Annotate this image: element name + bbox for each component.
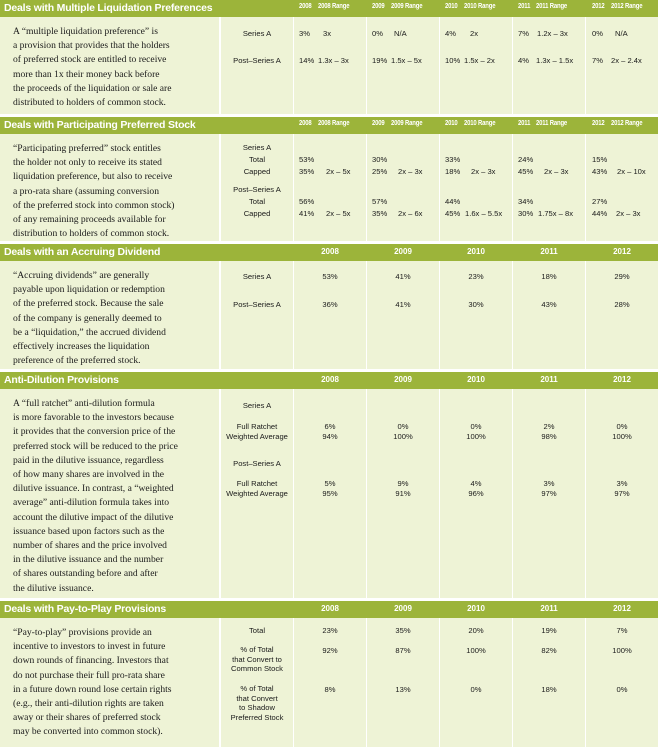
divider — [366, 134, 367, 244]
column-header: 2011 — [518, 3, 531, 10]
row-label: Post–Series A — [233, 185, 281, 194]
column-header: 2009 Range — [391, 3, 423, 10]
divider — [512, 17, 513, 117]
column-header: 2010 — [467, 375, 485, 384]
column-header: 2008 — [299, 3, 312, 10]
table-cell: 45% — [518, 167, 534, 176]
table-cell: 0% 100% — [612, 422, 632, 441]
section-title: Deals with an Accruing Dividend — [4, 246, 161, 258]
section-accruing-dividend — [0, 244, 658, 372]
table-cell: 4% 96% — [468, 479, 484, 498]
row-label: Post–Series A — [233, 300, 281, 309]
column-header: 2011 — [518, 120, 531, 127]
column-header: 2008 — [321, 247, 339, 256]
table-cell: 53% — [299, 155, 315, 164]
row-label: Post–Series A — [233, 56, 281, 65]
table-cell: 33% — [445, 155, 461, 164]
column-header: 2011 — [540, 375, 558, 384]
row-label: Total — [248, 626, 266, 635]
row-label: Series A — [242, 272, 272, 281]
table-cell: 41% — [395, 300, 411, 309]
table-cell: 2% 98% — [541, 422, 557, 441]
table-cell: 56% — [299, 197, 315, 206]
section-header — [0, 601, 658, 618]
table-cell: 2x – 3x — [544, 167, 569, 176]
table-cell: 8% — [324, 685, 336, 694]
divider — [219, 389, 221, 598]
table-cell: 1.2x – 3x — [537, 29, 568, 38]
column-header: 2012 — [613, 604, 631, 613]
table-cell: 41% — [299, 209, 315, 218]
column-header: 2010 — [467, 247, 485, 256]
divider — [585, 618, 586, 747]
table-cell: 18% — [541, 685, 557, 694]
section-description: A “multiple liquidation preference” is a provision that provides that the holders of preferred stock are entitled to receive more than 1x their money back before the proceeds of the liquidation or sale are distributed to holders of common stock. — [13, 26, 172, 109]
table-cell: 30% — [372, 155, 388, 164]
row-label: Capped — [243, 167, 271, 176]
table-cell: 15% — [592, 155, 608, 164]
row-label: % of Total that Convert to Shadow Preferred Stock — [230, 684, 284, 722]
table-cell: 57% — [372, 197, 388, 206]
column-header: 2008 — [321, 375, 339, 384]
section-body — [0, 618, 658, 747]
divider — [366, 17, 367, 117]
table-cell: 1.6x – 5.5x — [465, 209, 503, 218]
divider — [512, 134, 513, 244]
section-header — [0, 117, 658, 134]
column-header: 2011 Range — [536, 120, 568, 127]
table-cell: 1.5x – 5x — [391, 56, 422, 65]
table-cell: 100% — [612, 646, 632, 655]
column-header: 2012 — [613, 247, 631, 256]
table-cell: 27% — [592, 197, 608, 206]
column-header: 2010 — [445, 3, 458, 10]
table-cell: 19% — [541, 626, 557, 635]
row-label: % of Total that Convert to Common Stock — [231, 645, 283, 674]
table-cell: 23% — [322, 626, 338, 635]
table-cell: 6% 94% — [322, 422, 338, 441]
divider — [512, 618, 513, 747]
section-title: Anti-Dilution Provisions — [4, 374, 119, 386]
table-cell: 2x – 3x — [616, 209, 641, 218]
divider — [219, 261, 221, 372]
table-cell: 2x – 3x — [471, 167, 496, 176]
table-cell: N/A — [394, 29, 407, 38]
table-cell: 1.5x – 2x — [464, 56, 495, 65]
table-cell: 34% — [518, 197, 534, 206]
column-header: 2011 Range — [536, 3, 568, 10]
table-cell: 0% 100% — [466, 422, 486, 441]
table-cell: 3% — [299, 29, 310, 38]
table-cell: 2x – 3x — [398, 167, 423, 176]
table-cell: 3% 97% — [614, 479, 630, 498]
row-label: Post–Series A — [233, 459, 281, 468]
column-header: 2009 — [394, 247, 412, 256]
section-participating-preferred — [0, 117, 658, 244]
table-cell: 13% — [395, 685, 411, 694]
table-cell: 18% — [445, 167, 461, 176]
table-cell: 23% — [468, 272, 484, 281]
table-cell: 25% — [372, 167, 388, 176]
table-cell: 36% — [322, 300, 338, 309]
table-cell: 43% — [592, 167, 608, 176]
table-cell: 1.75x – 8x — [538, 209, 574, 218]
section-description: “Pay-to-play” provisions provide an incentive to investors to invest in future down rounds of financing. Investors that do not purchase their full pro-rata share in a future down round lose certain rights (e.g., their anti-dilution rights are taken away or their shares of preferred stock may be converted into common stock). — [13, 627, 172, 738]
row-label: Series A — [242, 29, 272, 38]
table-cell: 7% — [616, 626, 628, 635]
column-header: 2012 — [592, 3, 605, 10]
divider — [293, 134, 294, 244]
table-cell: N/A — [615, 29, 628, 38]
table-cell: 0% — [470, 685, 482, 694]
section-header — [0, 0, 658, 17]
table-cell: 2x — [470, 29, 479, 38]
column-header: 2010 Range — [464, 120, 496, 127]
table-cell: 14% — [299, 56, 315, 65]
divider — [219, 134, 221, 244]
column-header: 2010 — [445, 120, 458, 127]
table-cell: 2x – 10x — [617, 167, 646, 176]
table-cell: 9% 91% — [395, 479, 411, 498]
column-header: 2012 — [592, 120, 605, 127]
table-cell: 2x – 5x — [326, 209, 351, 218]
table-cell: 20% — [468, 626, 484, 635]
divider — [293, 618, 294, 747]
table-cell: 5% 95% — [322, 479, 338, 498]
column-header: 2011 — [540, 604, 558, 613]
table-cell: 1.3x – 3x — [318, 56, 349, 65]
table-cell: 1.3x – 1.5x — [536, 56, 574, 65]
table-cell: 87% — [395, 646, 411, 655]
table-cell: 19% — [372, 56, 388, 65]
table-cell: 92% — [322, 646, 338, 655]
row-label: Full Ratchet Weighted Average — [226, 479, 288, 498]
table-cell: 30% — [468, 300, 484, 309]
table-cell: 44% — [445, 197, 461, 206]
table-cell: 0% 100% — [393, 422, 413, 441]
table-cell: 43% — [541, 300, 557, 309]
divider — [439, 618, 440, 747]
column-header: 2008 — [321, 604, 339, 613]
table-cell: 2x – 2.4x — [611, 56, 642, 65]
table-cell: 35% — [299, 167, 315, 176]
table-cell: 35% — [395, 626, 411, 635]
divider — [439, 134, 440, 244]
row-label: Total — [248, 155, 266, 164]
table-cell: 4% — [445, 29, 456, 38]
section-body — [0, 17, 658, 117]
section-title: Deals with Multiple Liquidation Preferences — [4, 2, 213, 14]
column-header: 2008 Range — [318, 3, 350, 10]
section-body — [0, 261, 658, 372]
section-header — [0, 244, 658, 261]
table-cell: 28% — [614, 300, 630, 309]
section-description: A “full ratchet” anti-dilution formula is more favorable to the investors because it provides that the conversion price of the preferred stock will be reduced to the price paid in the dilutive issuance, regardless of how many shares are involved in the dilutive issuance. In contrast, a “weighted average” anti-dilution formula takes into account the dilutive impact of the dilutive issuance based upon factors such as the number of shares and the price involved in the dilutive issuance and the number of shares outstanding before and after the dilutive issuance. — [13, 398, 178, 594]
row-label: Total — [248, 197, 266, 206]
column-header: 2009 — [372, 3, 385, 10]
section-description: “Participating preferred” stock entitles the holder not only to receive its stated liquidation preference, but also to receive a pro-rata share (assuming conversion of the preferred stock into common stock) of any remaining proceeds available for distribution to holders of common stock. — [13, 143, 175, 240]
table-cell: 3% 97% — [541, 479, 557, 498]
table-cell: 82% — [541, 646, 557, 655]
section-title: Deals with Pay-to-Play Provisions — [4, 603, 167, 615]
column-header: 2012 — [613, 375, 631, 384]
table-cell: 10% — [445, 56, 461, 65]
table-cell: 0% — [616, 685, 628, 694]
section-body — [0, 134, 658, 244]
column-header: 2009 — [372, 120, 385, 127]
row-label: Series A — [242, 401, 272, 410]
column-header: 2012 Range — [611, 120, 643, 127]
column-header: 2008 — [299, 120, 312, 127]
table-cell: 7% — [592, 56, 603, 65]
section-anti-dilution — [0, 372, 658, 598]
column-header: 2009 Range — [391, 120, 423, 127]
column-header: 2011 — [540, 247, 558, 256]
divider — [366, 618, 367, 747]
column-header: 2008 Range — [318, 120, 350, 127]
divider — [219, 618, 221, 747]
table-cell: 18% — [541, 272, 557, 281]
table-cell: 35% — [372, 209, 388, 218]
divider — [439, 17, 440, 117]
row-label: Full Ratchet Weighted Average — [226, 422, 288, 441]
column-header: 2010 — [467, 604, 485, 613]
section-header — [0, 372, 658, 389]
row-label: Series A — [242, 143, 272, 152]
divider — [585, 17, 586, 117]
section-pay-to-play — [0, 601, 658, 747]
section-body — [0, 389, 658, 598]
section-liquidation-preferences — [0, 0, 658, 117]
table-cell: 0% — [592, 29, 603, 38]
table-cell: 0% — [372, 29, 383, 38]
table-cell: 44% — [592, 209, 608, 218]
divider — [293, 17, 294, 117]
table-cell: 7% — [518, 29, 529, 38]
table-cell: 2x – 6x — [398, 209, 423, 218]
column-header: 2012 Range — [611, 3, 643, 10]
divider — [585, 134, 586, 244]
table-cell: 41% — [395, 272, 411, 281]
table-cell: 29% — [614, 272, 630, 281]
table-cell: 100% — [466, 646, 486, 655]
column-header: 2009 — [394, 375, 412, 384]
table-cell: 3x — [323, 29, 332, 38]
column-header: 2009 — [394, 604, 412, 613]
divider — [219, 17, 221, 117]
table-cell: 45% — [445, 209, 461, 218]
section-title: Deals with Participating Preferred Stock — [4, 119, 196, 131]
section-description: “Accruing dividends” are generally payable upon liquidation or redemption of the preferred stock. Because the sale of the company is generally deemed to be a “liquidation,” the accrued dividend effectively increases the liquidation preference of the preferred stock. — [13, 270, 166, 367]
table-cell: 24% — [518, 155, 534, 164]
table-cell: 2x – 5x — [326, 167, 351, 176]
row-label: Capped — [243, 209, 271, 218]
table-cell: 53% — [322, 272, 338, 281]
table-cell: 4% — [518, 56, 529, 65]
table-cell: 30% — [518, 209, 534, 218]
column-header: 2010 Range — [464, 3, 496, 10]
